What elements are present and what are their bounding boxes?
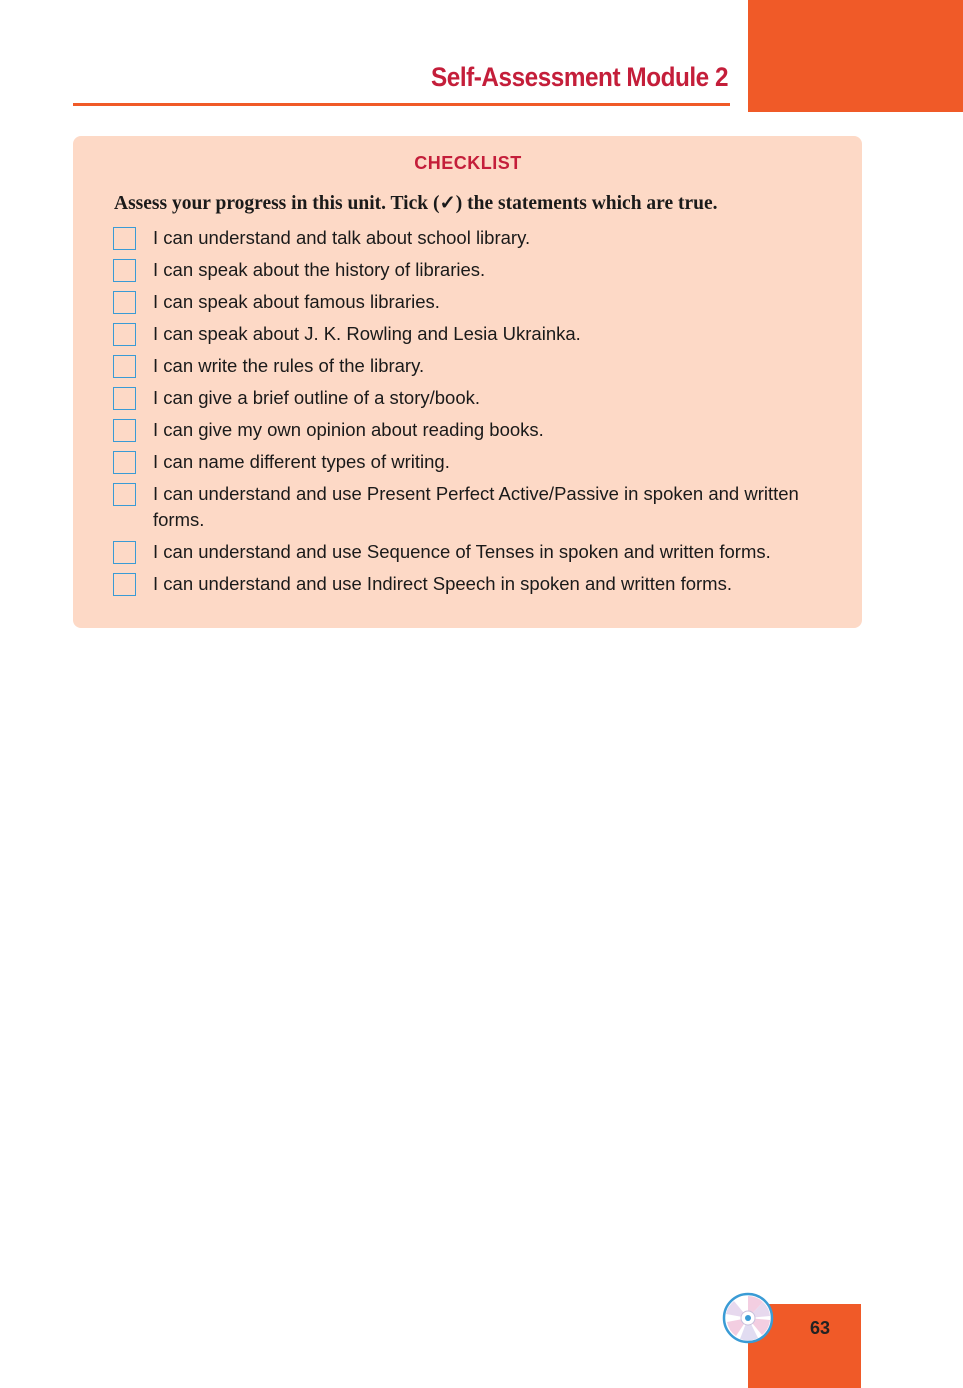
checkbox[interactable]	[113, 291, 136, 314]
page-title: Self-Assessment Module 2	[430, 62, 728, 92]
checklist-item-text: I can understand and talk about school library.	[153, 227, 531, 248]
checklist-item-text: I can understand and use Sequence of Tenses in spoken and written forms.	[153, 541, 771, 562]
checkbox[interactable]	[113, 573, 136, 596]
checklist-item-text: I can speak about famous libraries.	[153, 291, 440, 312]
checklist-item-text: I can understand and use Indirect Speech in spoken and written forms.	[153, 573, 732, 594]
checkbox[interactable]	[113, 541, 136, 564]
page-number: 63	[809, 1318, 831, 1338]
checkbox[interactable]	[113, 387, 136, 410]
checklist-instruction: Assess your progress in this unit. Tick (✓) the statements which are true.	[114, 193, 718, 214]
checkbox[interactable]	[113, 227, 136, 250]
cd-icon	[722, 1292, 774, 1344]
header-divider	[73, 103, 730, 106]
checklist-item-text: I can understand and use Present Perfect Active/Passive in spoken and written forms.	[153, 483, 799, 530]
checklist-item-text: I can give my own opinion about reading books.	[153, 419, 544, 440]
checklist-item-text: I can speak about the history of libraries.	[153, 259, 486, 280]
checkbox[interactable]	[113, 419, 136, 442]
checklist-heading: CHECKLIST	[414, 153, 522, 173]
checkbox[interactable]	[113, 323, 136, 346]
checklist-item-text: I can speak about J. K. Rowling and Lesia Ukrainka.	[153, 323, 581, 344]
checkbox[interactable]	[113, 451, 136, 474]
checklist-item-text: I can give a brief outline of a story/book.	[153, 387, 481, 408]
checkbox[interactable]	[113, 355, 136, 378]
checklist-item-text: I can name different types of writing.	[153, 451, 450, 472]
checkbox[interactable]	[113, 259, 136, 282]
checkbox[interactable]	[113, 483, 136, 506]
checklist-item-text: I can write the rules of the library.	[153, 355, 425, 376]
corner-color-block	[748, 0, 963, 112]
